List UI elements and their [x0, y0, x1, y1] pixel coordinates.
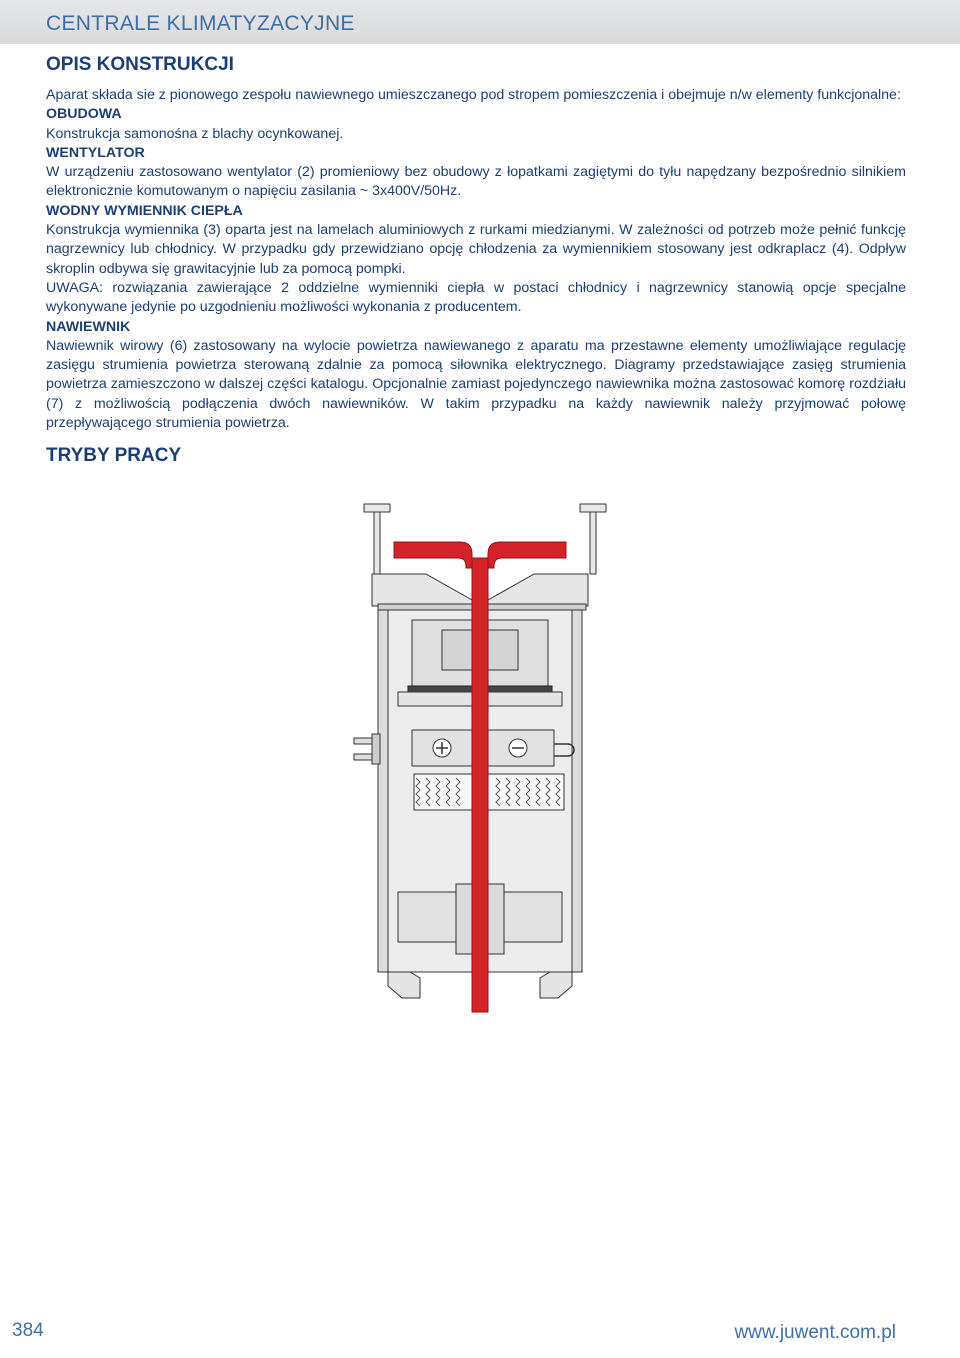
- modes-title: TRYBY PRACY: [46, 445, 182, 467]
- wentylator-heading: WENTYLATOR: [46, 144, 145, 161]
- wymiennik-heading: WODNY WYMIENNIK CIEPŁA: [46, 202, 243, 219]
- main-content: [46, 52, 906, 467]
- ceiling-hanger-left: [364, 504, 390, 574]
- droplet-eliminator: [414, 774, 564, 810]
- ceiling-hanger-right: [580, 504, 606, 574]
- page-number: 384: [12, 1320, 44, 1341]
- header-bar: [0, 0, 960, 44]
- uwaga-text: UWAGA: rozwiązania zawierające 2 oddzielne wymienniki ciepła w postaci chłodnicy i nagrzewnicy stanowią opcje specjalne wykonywane jedynie po uzgodnieniu możliwości wykonania z producentem.: [46, 279, 906, 316]
- nawiewnik-heading: NAWIEWNIK: [46, 318, 131, 335]
- header-title: CENTRALE KLIMATYZACYJNE: [46, 12, 355, 35]
- intro-text: Aparat składa sie z pionowego zespołu nawiewnego umieszczanego pod stropem pomieszczenia i obejmuje n/w elementy funkcjonalne:: [46, 87, 901, 103]
- footer-url[interactable]: www.juwent.com.pl: [734, 1322, 896, 1343]
- obudowa-text: Konstrukcja samonośna z blachy ocynkowanej.: [46, 125, 344, 142]
- wymiennik-text: Konstrukcja wymiennika (3) oparta jest na lamelach aluminiowych z rurkami miedzianymi. W zależności od potrzeb może pełnić funkcję nagrzewnicy lub chłodnicy. W przypadku gdy przewidziano opcję chłodzenia za wymiennikiem stosowany jest odkraplacz (4). Odpływ skroplin odbywa się grawitacyjnie lub za pomocą pompki.: [46, 222, 906, 277]
- unit-diagram-svg: [350, 498, 610, 1018]
- section-title: OPIS KONSTRUKCJI: [46, 54, 234, 75]
- obudowa-heading: OBUDOWA: [46, 106, 122, 123]
- unit-cross-section-diagram: [350, 498, 610, 1018]
- nawiewnik-text: Nawiewnik wirowy (6) zastosowany na wylocie powietrza nawiewanego z aparatu ma przestawne elementy umożliwiające regulację zasięgu strumienia powietrza sterowaną zdalnie za pomocą siłownika elektrycznego. Diagramy przedstawiające zasięg strumienia powietrza zamieszczono w dalszej części katalogu. Opcjonalnie zamiast pojedynczego nawiewnika można zastosować komorę rozdziału (7) z możliwością podłączenia dwóch nawiewników. W takim przypadku na każdy nawiewnik należy przyjmować połowę przepływającego strumienia powietrza.: [46, 337, 906, 432]
- wentylator-text: W urządzeniu zastosowano wentylator (2) promieniowy bez obudowy z łopatkami zagiętymi do tyłu napędzany bezpośrednio silnikiem elektronicznie komutowanym o napięciu zasilania ~ 3x400V/50Hz.: [46, 164, 906, 200]
